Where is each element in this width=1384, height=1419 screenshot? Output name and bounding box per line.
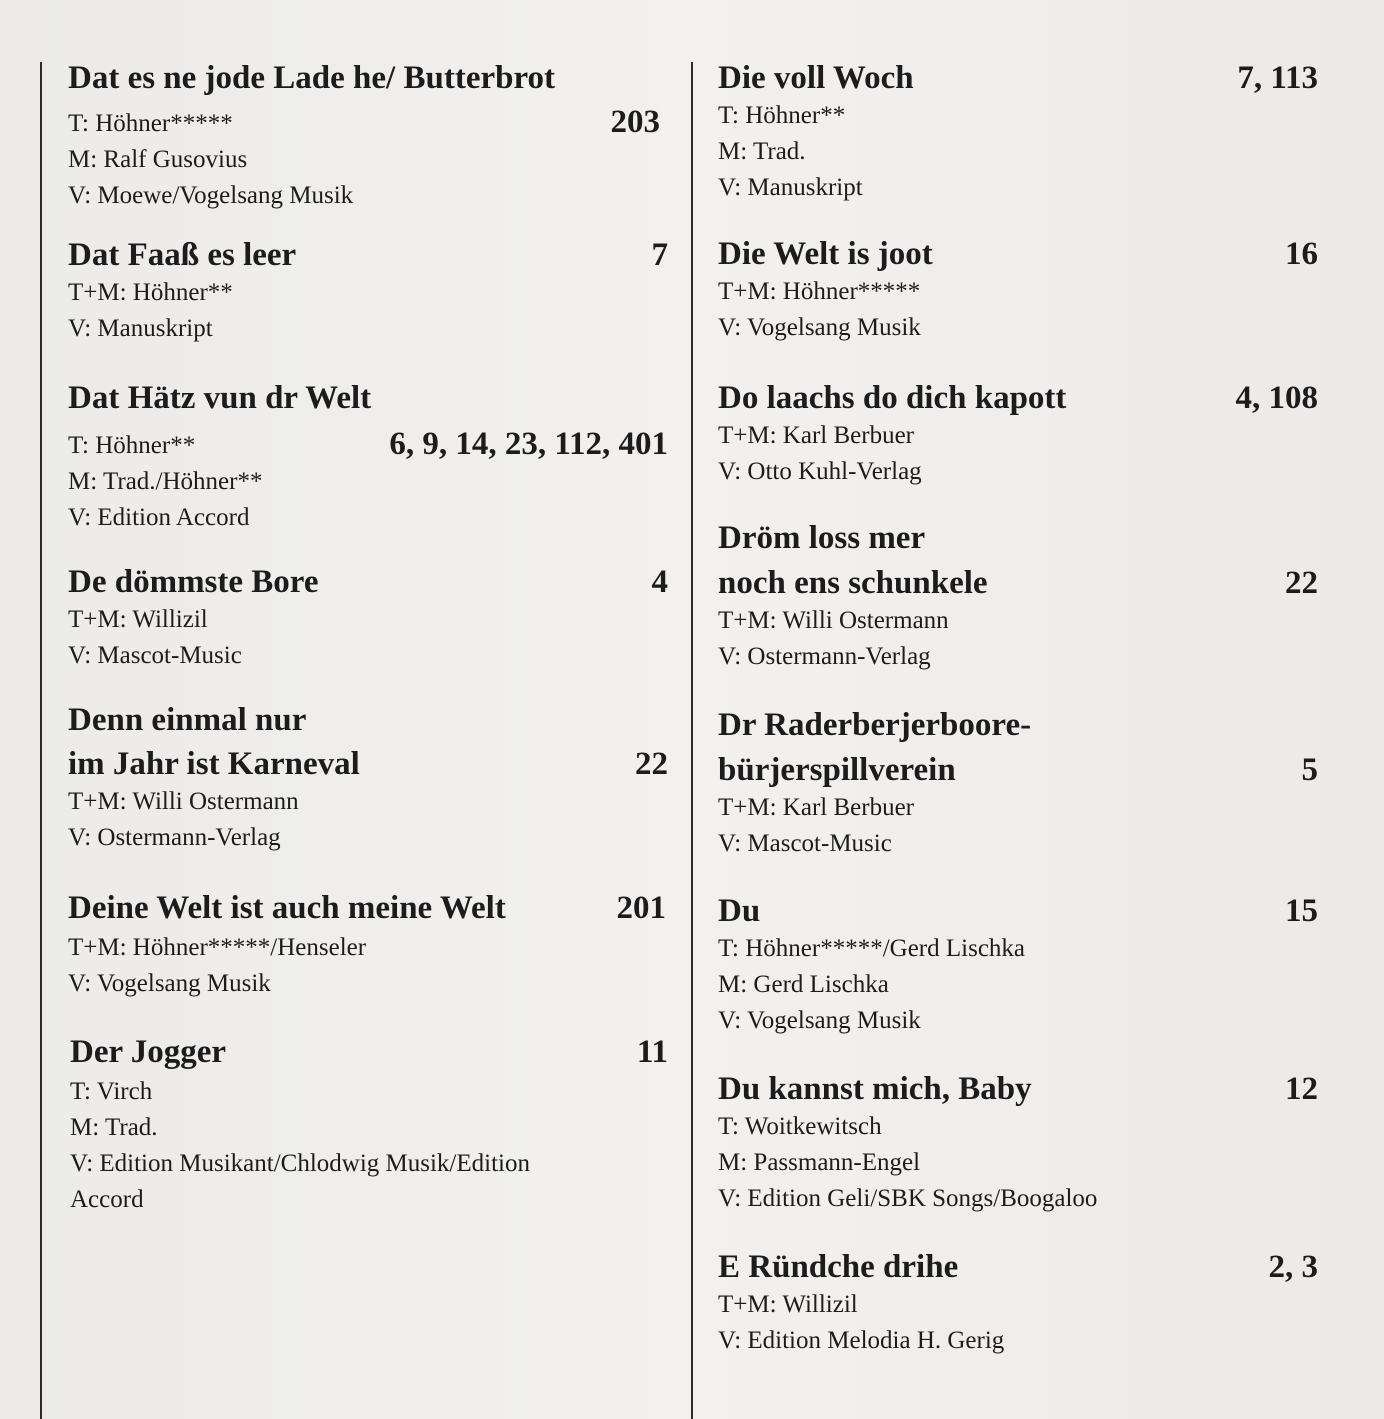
song-entry — [718, 518, 1318, 675]
song-entry — [718, 1247, 1318, 1359]
track-refs: 6, 9, 14, 23, 112, 401 — [389, 426, 668, 462]
song-title: noch ens schunkele — [718, 565, 988, 601]
credit-line: V: Edition Musikant/Chlodwig Musik/Edition — [70, 1150, 530, 1177]
song-title: Denn einmal nur — [68, 702, 307, 738]
song-entry — [718, 891, 1318, 1039]
song-entry — [68, 888, 668, 1002]
song-entry — [68, 378, 668, 536]
song-entry — [718, 58, 1318, 206]
track-refs: 7, 113 — [1237, 60, 1318, 96]
credit-line: V: Vogelsang Musik — [68, 970, 271, 997]
credit-line: V: Vogelsang Musik — [718, 1007, 921, 1034]
credit-line: T: Virch — [70, 1078, 153, 1105]
credit-line: M: Ralf Gusovius — [68, 146, 248, 173]
song-entry — [70, 1032, 668, 1218]
credit-line: M: Trad. — [70, 1114, 158, 1141]
credit-line: V: Manuskript — [68, 315, 213, 342]
track-refs: 2, 3 — [1268, 1249, 1318, 1285]
track-refs: 4, 108 — [1235, 380, 1318, 416]
credit-line: Accord — [70, 1186, 144, 1213]
credit-line: V: Manuskript — [718, 174, 863, 201]
song-entry — [718, 378, 1318, 490]
credit-line: T: Höhner*****/Gerd Lischka — [718, 935, 1026, 962]
song-entry — [68, 700, 668, 856]
song-title: Do laachs do dich kapott — [718, 380, 1067, 416]
song-title: Du kannst mich, Baby — [718, 1071, 1032, 1107]
credit-line: V: Ostermann-Verlag — [718, 643, 931, 670]
song-entry — [718, 705, 1318, 862]
song-title: Dr Raderberjerboore- — [718, 707, 1032, 743]
credit-line: V: Edition Accord — [68, 504, 250, 531]
song-title: E Ründche drihe — [718, 1249, 959, 1285]
credit-line: M: Trad./Höhner** — [68, 468, 263, 495]
credit-line: V: Mascot-Music — [68, 642, 242, 669]
song-title: Der Jogger — [70, 1034, 227, 1070]
credit-line: T+M: Höhner***** — [718, 278, 921, 305]
credit-line: T+M: Willi Ostermann — [718, 607, 949, 634]
credit-line: V: Edition Melodia H. Gerig — [718, 1327, 1005, 1354]
track-refs: 22 — [1285, 565, 1318, 601]
track-refs: 5 — [1301, 752, 1318, 788]
track-refs: 7 — [651, 237, 668, 273]
song-title: Dröm loss mer — [718, 520, 926, 556]
credit-line: V: Vogelsang Musik — [718, 314, 921, 341]
song-entry — [68, 235, 668, 347]
credit-line: M: Gerd Lischka — [718, 971, 889, 998]
song-title: bürjerspillverein — [718, 752, 956, 788]
song-title: Dat es ne jode Lade he/ Butterbrot — [68, 60, 556, 96]
credit-line: V: Mascot-Music — [718, 830, 892, 857]
track-refs: 22 — [635, 746, 668, 782]
credit-line: T: Höhner***** — [68, 110, 233, 137]
song-title: Die voll Woch — [718, 60, 914, 96]
song-title: Deine Welt ist auch meine Welt — [68, 890, 506, 926]
song-entry — [68, 562, 668, 674]
credit-line: T+M: Willizil — [68, 606, 208, 633]
track-refs: 11 — [636, 1034, 668, 1070]
credit-line: T+M: Höhner*****/Henseler — [68, 934, 367, 961]
song-title: De dömmste Bore — [68, 564, 319, 600]
song-title: Dat Hätz vun dr Welt — [68, 380, 372, 416]
credit-line: V: Ostermann-Verlag — [68, 824, 281, 851]
song-title: Du — [718, 893, 761, 929]
song-entry — [718, 1069, 1318, 1217]
credit-line: V: Otto Kuhl-Verlag — [718, 458, 922, 485]
credit-line: M: Passmann-Engel — [718, 1149, 921, 1176]
credit-line: T: Höhner** — [68, 432, 196, 459]
track-refs: 16 — [1285, 236, 1318, 272]
credit-line: T+M: Willizil — [718, 1291, 858, 1318]
track-refs: 203 — [610, 104, 660, 140]
credit-line: T+M: Karl Berbuer — [718, 422, 914, 449]
song-entry — [718, 234, 1318, 346]
song-entry — [68, 58, 668, 214]
center-divider-rule — [691, 62, 693, 1419]
credit-line: T+M: Höhner** — [68, 279, 233, 306]
credit-line: V: Moewe/Vogelsang Musik — [68, 182, 354, 209]
track-refs: 15 — [1285, 893, 1318, 929]
credit-line: T+M: Karl Berbuer — [718, 794, 914, 821]
credit-line: T: Woitkewitsch — [718, 1113, 882, 1140]
credit-line: T: Höhner** — [718, 102, 846, 129]
song-title: Die Welt is joot — [718, 236, 933, 272]
track-refs: 12 — [1285, 1071, 1318, 1107]
credit-line: T+M: Willi Ostermann — [68, 788, 299, 815]
credit-line: V: Edition Geli/SBK Songs/Boogaloo — [718, 1185, 1098, 1212]
track-refs: 4 — [651, 564, 668, 600]
song-title: Dat Faaß es leer — [68, 237, 297, 273]
left-margin-rule — [40, 62, 42, 1419]
track-refs: 201 — [616, 890, 666, 926]
song-title: im Jahr ist Karneval — [68, 746, 360, 782]
credit-line: M: Trad. — [718, 138, 806, 165]
